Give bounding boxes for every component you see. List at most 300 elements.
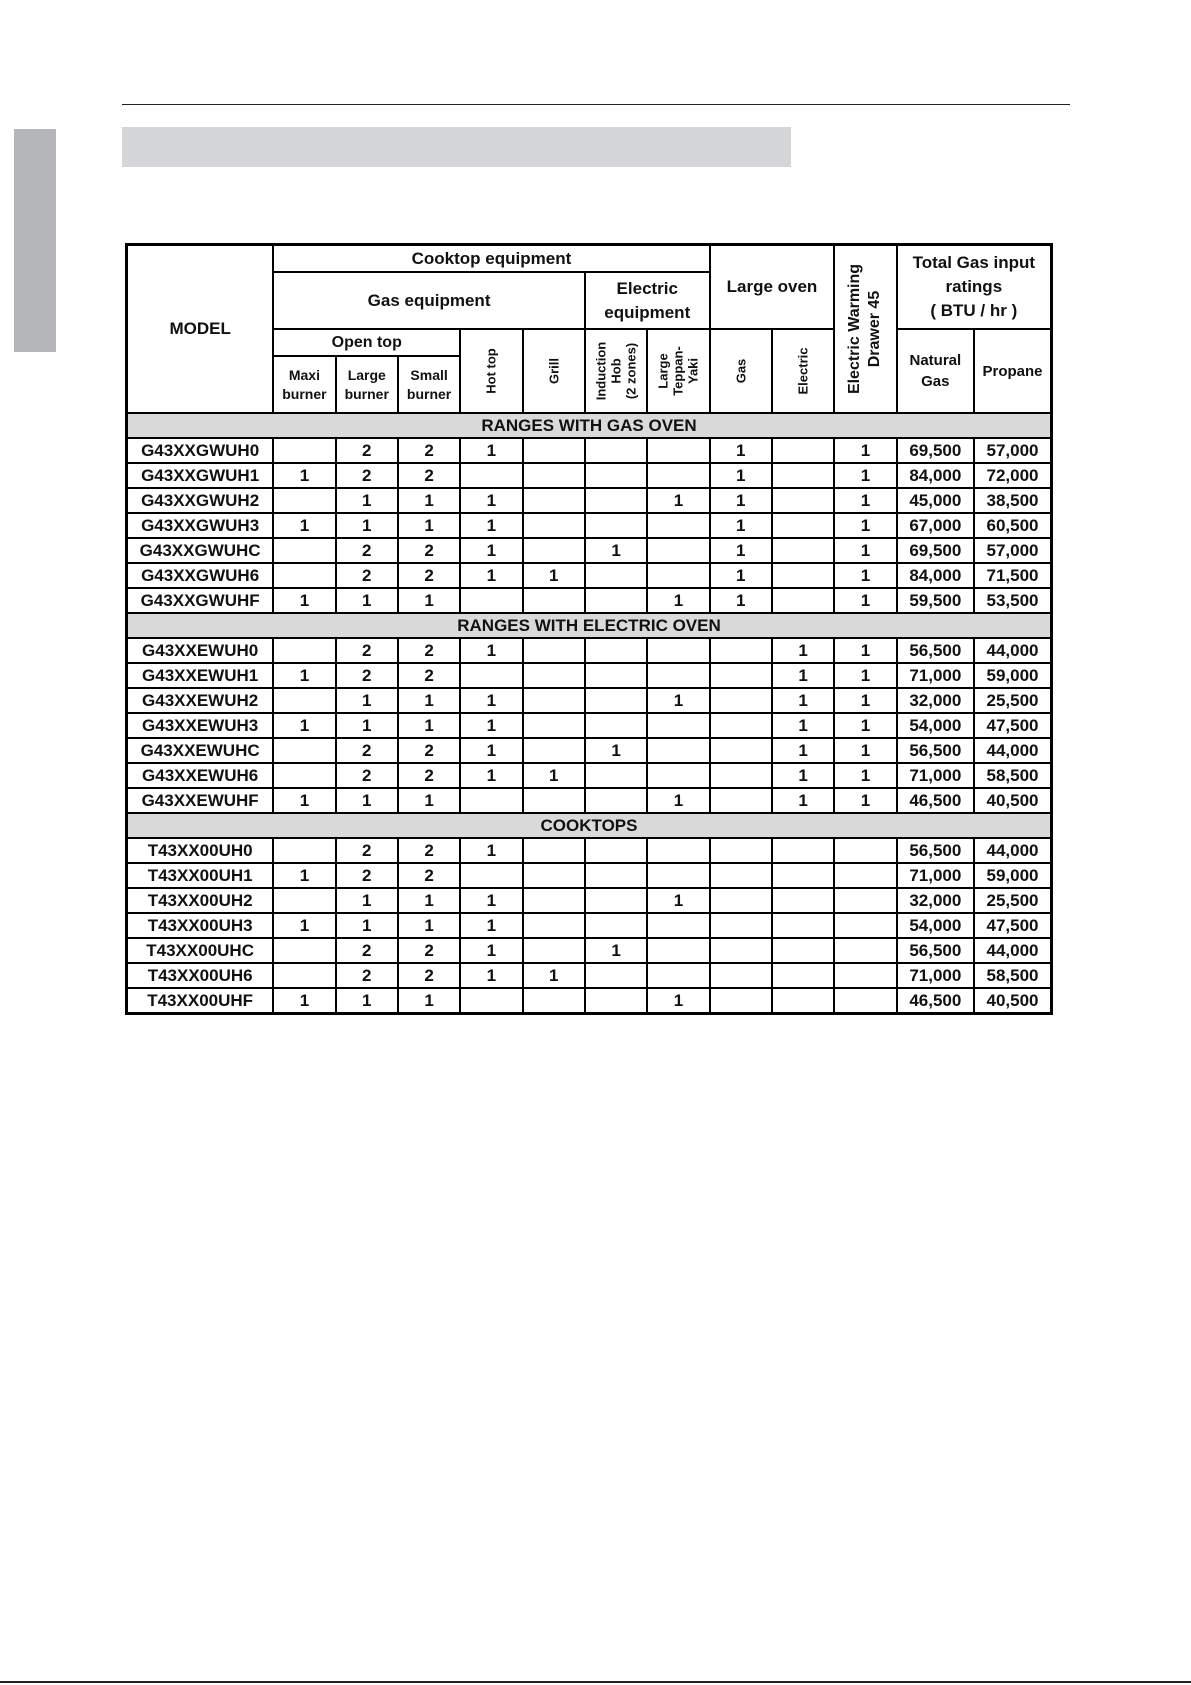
table-cell: 2: [336, 663, 398, 688]
section-row: [127, 813, 1052, 838]
table-cell: 1: [834, 713, 896, 738]
table-cell: [273, 638, 335, 663]
table-cell: 1: [460, 513, 522, 538]
table-cell: 59,000: [974, 663, 1051, 688]
table-cell: [772, 913, 834, 938]
teppan-yaki-header: Large Teppan- Yaki: [647, 329, 709, 413]
table-cell: 1: [834, 488, 896, 513]
table-cell: 1: [647, 488, 709, 513]
electric-equipment-header: Electric equipment: [585, 272, 710, 329]
table-cell: 1: [398, 988, 460, 1014]
table-cell: 53,500: [974, 588, 1051, 613]
table-row: [127, 888, 1052, 913]
table-row: [127, 838, 1052, 863]
table-cell: [834, 988, 896, 1014]
table-cell: 1: [834, 663, 896, 688]
table-cell: 2: [336, 938, 398, 963]
table-row: [127, 463, 1052, 488]
table-cell: 2: [398, 863, 460, 888]
table-cell: [647, 838, 709, 863]
table-cell: [585, 638, 647, 663]
model-cell: G43XXEWUH1: [127, 663, 274, 688]
table-cell: [523, 488, 585, 513]
table-cell: 54,000: [897, 913, 974, 938]
table-cell: 1: [460, 638, 522, 663]
table-cell: 1: [647, 788, 709, 813]
table-cell: 1: [460, 938, 522, 963]
model-cell: G43XXEWUH3: [127, 713, 274, 738]
table-cell: [523, 913, 585, 938]
table-cell: 1: [834, 538, 896, 563]
table-cell: [523, 838, 585, 863]
model-cell: G43XXGWUHC: [127, 538, 274, 563]
table-cell: 2: [398, 438, 460, 463]
table-cell: [273, 738, 335, 763]
table-cell: [585, 988, 647, 1014]
table-cell: 1: [647, 588, 709, 613]
model-cell: G43XXGWUHF: [127, 588, 274, 613]
table-cell: [273, 563, 335, 588]
model-cell: G43XXEWUH2: [127, 688, 274, 713]
table-cell: 2: [398, 963, 460, 988]
table-cell: 1: [273, 713, 335, 738]
table-cell: 1: [772, 738, 834, 763]
gas-equipment-header: Gas equipment: [273, 272, 585, 329]
model-cell: G43XXEWUH0: [127, 638, 274, 663]
table-cell: 1: [273, 463, 335, 488]
table-cell: 1: [336, 588, 398, 613]
table-cell: [710, 788, 772, 813]
table-cell: [585, 563, 647, 588]
table-cell: [273, 938, 335, 963]
model-cell: G43XXGWUH1: [127, 463, 274, 488]
table-cell: 1: [647, 888, 709, 913]
table-cell: 1: [523, 963, 585, 988]
table-cell: [585, 713, 647, 738]
table-cell: [710, 763, 772, 788]
table-cell: 57,000: [974, 438, 1051, 463]
table-cell: 1: [460, 488, 522, 513]
table-cell: 2: [336, 863, 398, 888]
table-cell: 1: [336, 988, 398, 1014]
table-cell: [710, 988, 772, 1014]
table-cell: 57,000: [974, 538, 1051, 563]
table-cell: [710, 713, 772, 738]
table-cell: 1: [460, 538, 522, 563]
table-cell: [585, 513, 647, 538]
table-cell: [772, 438, 834, 463]
warming-drawer-header: Electric Warming Drawer 45: [834, 245, 896, 414]
total-gas-input-header: Total Gas input ratings ( BTU / hr ): [897, 245, 1052, 330]
table-cell: 1: [834, 638, 896, 663]
table-cell: 2: [336, 638, 398, 663]
table-cell: 84,000: [897, 463, 974, 488]
section-title: RANGES WITH GAS OVEN: [127, 413, 1052, 438]
table-row: [127, 538, 1052, 563]
table-cell: 71,000: [897, 863, 974, 888]
table-cell: [585, 913, 647, 938]
table-cell: [772, 963, 834, 988]
table-cell: 1: [273, 663, 335, 688]
table-cell: 56,500: [897, 738, 974, 763]
table-cell: [834, 913, 896, 938]
table-cell: 1: [523, 563, 585, 588]
table-cell: 1: [460, 713, 522, 738]
model-cell: G43XXEWUHC: [127, 738, 274, 763]
table-cell: 25,500: [974, 688, 1051, 713]
table-cell: 1: [460, 763, 522, 788]
table-row: [127, 588, 1052, 613]
table-cell: 2: [398, 938, 460, 963]
small-burner-header: Small burner: [398, 356, 460, 413]
table-cell: 2: [336, 763, 398, 788]
table-cell: [460, 988, 522, 1014]
model-cell: G43XXEWUHF: [127, 788, 274, 813]
table-row: [127, 438, 1052, 463]
table-cell: 59,500: [897, 588, 974, 613]
table-cell: 44,000: [974, 638, 1051, 663]
table-cell: [710, 838, 772, 863]
model-cell: G43XXGWUH6: [127, 563, 274, 588]
natural-gas-header: Natural Gas: [897, 329, 974, 413]
table-cell: 1: [834, 513, 896, 538]
table-row: [127, 863, 1052, 888]
table-cell: 1: [336, 888, 398, 913]
table-cell: [585, 438, 647, 463]
oven-electric-header: Electric: [772, 329, 834, 413]
model-cell: T43XX00UH1: [127, 863, 274, 888]
table-cell: 2: [398, 563, 460, 588]
table-cell: [710, 963, 772, 988]
table-cell: 1: [772, 713, 834, 738]
table-cell: 1: [398, 513, 460, 538]
table-row: [127, 788, 1052, 813]
table-cell: [460, 463, 522, 488]
table-cell: [523, 638, 585, 663]
table-cell: 60,500: [974, 513, 1051, 538]
table-cell: [772, 838, 834, 863]
table-cell: 1: [273, 588, 335, 613]
table-row: [127, 488, 1052, 513]
table-cell: 44,000: [974, 838, 1051, 863]
table-cell: [647, 438, 709, 463]
table-cell: [834, 838, 896, 863]
table-cell: [523, 688, 585, 713]
table-cell: 45,000: [897, 488, 974, 513]
table-cell: 1: [336, 913, 398, 938]
table-cell: [772, 563, 834, 588]
oven-gas-header: Gas: [710, 329, 772, 413]
table-cell: 44,000: [974, 938, 1051, 963]
table-cell: [647, 963, 709, 988]
table-cell: [647, 913, 709, 938]
table-cell: 47,500: [974, 713, 1051, 738]
maxi-burner-header: Maxi burner: [273, 356, 335, 413]
table-cell: 1: [710, 463, 772, 488]
table-row: [127, 938, 1052, 963]
model-cell: T43XX00UH0: [127, 838, 274, 863]
table-cell: [273, 688, 335, 713]
table-cell: [710, 863, 772, 888]
table-cell: 69,500: [897, 438, 974, 463]
table-cell: [460, 788, 522, 813]
model-header: MODEL: [127, 245, 274, 414]
table-cell: 2: [336, 463, 398, 488]
table-cell: [710, 688, 772, 713]
model-cell: T43XX00UHC: [127, 938, 274, 963]
table-cell: [834, 888, 896, 913]
table-cell: 71,000: [897, 763, 974, 788]
table-cell: 2: [398, 663, 460, 688]
table-row: [127, 763, 1052, 788]
table-cell: [585, 888, 647, 913]
table-row: [127, 563, 1052, 588]
table-cell: 2: [336, 963, 398, 988]
open-top-header: Open top: [273, 329, 460, 356]
table-cell: 1: [460, 888, 522, 913]
table-cell: [647, 538, 709, 563]
section-title-bar: [122, 127, 791, 167]
table-cell: 1: [460, 738, 522, 763]
table-cell: 1: [772, 788, 834, 813]
table-cell: [523, 513, 585, 538]
table-cell: [647, 763, 709, 788]
table-row: [127, 688, 1052, 713]
table-cell: 1: [460, 688, 522, 713]
table-cell: 1: [772, 763, 834, 788]
section-title: COOKTOPS: [127, 813, 1052, 838]
table-cell: [585, 463, 647, 488]
propane-header: Propane: [974, 329, 1051, 413]
table-cell: 1: [834, 788, 896, 813]
section-row: [127, 413, 1052, 438]
section-title: RANGES WITH ELECTRIC OVEN: [127, 613, 1052, 638]
table-cell: 58,500: [974, 763, 1051, 788]
table-cell: 59,000: [974, 863, 1051, 888]
table-cell: [273, 963, 335, 988]
table-cell: [585, 838, 647, 863]
table-cell: 46,500: [897, 788, 974, 813]
table-cell: [273, 488, 335, 513]
table-row: [127, 913, 1052, 938]
table-cell: 1: [398, 788, 460, 813]
table-cell: 2: [398, 463, 460, 488]
table-cell: [585, 763, 647, 788]
table-cell: 58,500: [974, 963, 1051, 988]
table-cell: [772, 988, 834, 1014]
table-cell: 1: [336, 488, 398, 513]
table-cell: 40,500: [974, 988, 1051, 1014]
table-cell: 1: [398, 913, 460, 938]
table-cell: [772, 463, 834, 488]
table-cell: [523, 438, 585, 463]
table-cell: 71,500: [974, 563, 1051, 588]
model-cell: G43XXGWUH2: [127, 488, 274, 513]
table-cell: [523, 663, 585, 688]
table-cell: [585, 663, 647, 688]
table-cell: [647, 513, 709, 538]
table-cell: [523, 888, 585, 913]
table-cell: 2: [398, 638, 460, 663]
table-cell: [647, 463, 709, 488]
table-cell: [460, 863, 522, 888]
table-cell: 1: [772, 688, 834, 713]
table-cell: 71,000: [897, 963, 974, 988]
table-cell: [834, 963, 896, 988]
model-specification-table: [125, 243, 1053, 1015]
table-cell: [273, 888, 335, 913]
table-cell: 38,500: [974, 488, 1051, 513]
table-cell: 2: [398, 838, 460, 863]
table-cell: 1: [273, 788, 335, 813]
table-cell: 1: [710, 513, 772, 538]
table-cell: [273, 763, 335, 788]
table-row: [127, 638, 1052, 663]
table-cell: 1: [647, 688, 709, 713]
model-cell: T43XX00UHF: [127, 988, 274, 1014]
table-cell: [273, 838, 335, 863]
table-cell: [585, 863, 647, 888]
table-cell: [585, 788, 647, 813]
table-cell: [647, 713, 709, 738]
model-cell: G43XXEWUH6: [127, 763, 274, 788]
table-cell: 1: [585, 938, 647, 963]
cooktop-equipment-header: Cooktop equipment: [273, 245, 709, 273]
table-cell: 1: [273, 988, 335, 1014]
table-cell: [523, 938, 585, 963]
table-cell: [523, 988, 585, 1014]
table-cell: 1: [585, 738, 647, 763]
table-cell: [710, 663, 772, 688]
table-cell: 56,500: [897, 638, 974, 663]
table-cell: 2: [398, 538, 460, 563]
table-cell: 54,000: [897, 713, 974, 738]
table-cell: [772, 513, 834, 538]
table-cell: [772, 588, 834, 613]
table-row: [127, 513, 1052, 538]
large-oven-header: Large oven: [710, 245, 835, 330]
table-cell: 46,500: [897, 988, 974, 1014]
table-cell: 84,000: [897, 563, 974, 588]
table-cell: 1: [273, 863, 335, 888]
table-cell: 1: [585, 538, 647, 563]
table-cell: [772, 938, 834, 963]
table-cell: 1: [834, 688, 896, 713]
table-cell: 1: [834, 763, 896, 788]
table-cell: 2: [336, 563, 398, 588]
table-cell: 1: [460, 913, 522, 938]
table-cell: [460, 588, 522, 613]
table-row: [127, 963, 1052, 988]
table-cell: 1: [460, 563, 522, 588]
table-cell: 32,000: [897, 688, 974, 713]
table-cell: 1: [710, 563, 772, 588]
table-cell: 2: [398, 763, 460, 788]
table-cell: 1: [398, 888, 460, 913]
table-cell: [647, 738, 709, 763]
table-cell: 1: [647, 988, 709, 1014]
table-row: [127, 738, 1052, 763]
table-cell: [585, 488, 647, 513]
table-cell: [273, 438, 335, 463]
table-cell: 2: [398, 738, 460, 763]
table-cell: 40,500: [974, 788, 1051, 813]
table-cell: 1: [336, 513, 398, 538]
table-cell: [523, 463, 585, 488]
table-cell: 2: [336, 738, 398, 763]
table-cell: [772, 488, 834, 513]
table-cell: [647, 863, 709, 888]
table-cell: 1: [523, 763, 585, 788]
table-cell: 2: [336, 838, 398, 863]
table-row: [127, 663, 1052, 688]
table-cell: 69,500: [897, 538, 974, 563]
table-cell: 1: [834, 438, 896, 463]
induction-hob-header: Induction Hob (2 zones): [585, 329, 647, 413]
table-cell: [647, 563, 709, 588]
table-cell: 1: [710, 488, 772, 513]
table-cell: [523, 738, 585, 763]
table-cell: [585, 588, 647, 613]
table-cell: 1: [336, 688, 398, 713]
table-cell: 1: [772, 638, 834, 663]
section-row: [127, 613, 1052, 638]
table-body: [127, 413, 1052, 1014]
table-cell: 1: [398, 713, 460, 738]
table-cell: 1: [460, 838, 522, 863]
table-cell: 1: [398, 688, 460, 713]
language-side-tab: [14, 129, 56, 352]
bottom-rule: [0, 1681, 1191, 1683]
table-cell: [647, 938, 709, 963]
table-cell: 44,000: [974, 738, 1051, 763]
table-cell: [647, 638, 709, 663]
table-cell: 1: [834, 463, 896, 488]
table-cell: 1: [710, 588, 772, 613]
table-cell: 1: [834, 738, 896, 763]
table-cell: [772, 538, 834, 563]
table-cell: [710, 888, 772, 913]
table-cell: 1: [710, 538, 772, 563]
model-cell: T43XX00UH2: [127, 888, 274, 913]
table-cell: 1: [460, 438, 522, 463]
table-cell: [647, 663, 709, 688]
table-cell: 72,000: [974, 463, 1051, 488]
table-cell: 1: [834, 588, 896, 613]
model-cell: T43XX00UH6: [127, 963, 274, 988]
table-cell: [523, 788, 585, 813]
table-cell: 1: [336, 788, 398, 813]
table-cell: 1: [834, 563, 896, 588]
table-cell: 47,500: [974, 913, 1051, 938]
large-burner-header: Large burner: [336, 356, 398, 413]
model-cell: G43XXGWUH3: [127, 513, 274, 538]
table-cell: [834, 863, 896, 888]
top-rule: [122, 104, 1070, 105]
table-row: [127, 988, 1052, 1014]
table-cell: [585, 963, 647, 988]
model-cell: T43XX00UH3: [127, 913, 274, 938]
table-cell: 2: [336, 538, 398, 563]
table-cell: 1: [460, 963, 522, 988]
table-cell: 2: [336, 438, 398, 463]
table-cell: [460, 663, 522, 688]
table-cell: 1: [772, 663, 834, 688]
table-cell: [710, 913, 772, 938]
table-cell: 32,000: [897, 888, 974, 913]
table-row: [127, 713, 1052, 738]
table-cell: 1: [398, 488, 460, 513]
